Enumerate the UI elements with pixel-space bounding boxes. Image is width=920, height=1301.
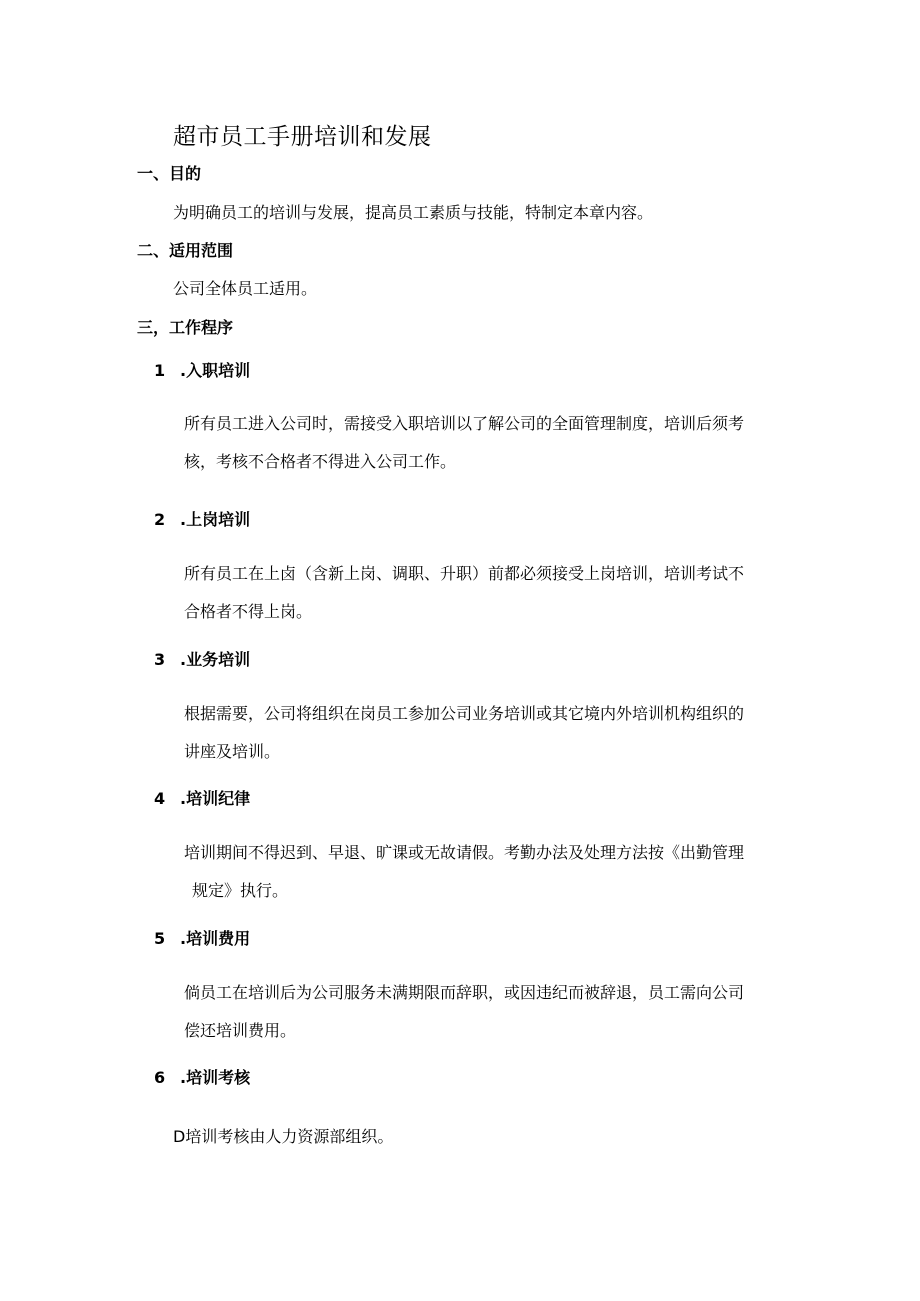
paragraph-line: 规定》执行。 — [192, 881, 289, 900]
item-number: 2 — [154, 510, 166, 529]
item-paragraph — [184, 555, 784, 631]
item-paragraph — [173, 1124, 393, 1147]
item-heading — [154, 358, 250, 381]
section-heading-purpose: 一、目的 — [137, 164, 202, 183]
paragraph-line: 合格者不得上岗。 — [184, 602, 313, 621]
item-paragraph — [184, 405, 784, 481]
item-paragraph — [184, 695, 784, 771]
item-heading — [154, 647, 250, 670]
paragraph-line: 偿还培训费用。 — [184, 1021, 297, 1040]
paragraph-line: D培训考核由人力资源部组织。 — [173, 1127, 394, 1146]
item-number: 5 — [154, 929, 166, 948]
item-title: .入职培训 — [180, 361, 251, 380]
paragraph-line: 核，考核不合格者不得进入公司工作。 — [184, 452, 457, 471]
paragraph-line: 根据需要，公司将组织在岗员工参加公司业务培训或其它境内外培训机构组织的 — [184, 704, 745, 723]
paragraph-line: 所有员工进入公司时，需接受入职培训以了解公司的全面管理制度，培训后须考 — [184, 414, 745, 433]
item-title: .上岗培训 — [180, 510, 251, 529]
item-number: 4 — [154, 789, 166, 808]
paragraph-line: 讲座及培训。 — [184, 742, 281, 761]
paragraph-line: 倘员工在培训后为公司服务未满期限而辞职，或因违纪而被辞退，员工需向公司 — [184, 983, 745, 1002]
item-paragraph — [184, 974, 784, 1050]
item-heading — [154, 507, 250, 530]
section-body-scope: 公司全体员工适用。 — [173, 279, 318, 298]
item-number: 6 — [154, 1068, 166, 1087]
item-heading — [154, 926, 250, 949]
page-title: 超市员工手册培训和发展 — [173, 124, 432, 150]
item-number: 1 — [154, 361, 166, 380]
paragraph-line: 所有员工在上卤（含新上岗、调职、升职）前都必须接受上岗培训，培训考试不 — [184, 564, 745, 583]
section-heading-scope: 二、适用范围 — [137, 241, 234, 260]
section-heading-procedure: 三，工作程序 — [137, 318, 234, 337]
section-body-purpose: 为明确员工的培训与发展，提高员工素质与技能，特制定本章内容。 — [173, 203, 654, 222]
item-title: .培训费用 — [180, 929, 251, 948]
item-title: .培训考核 — [180, 1068, 251, 1087]
item-title: .培训纪律 — [180, 789, 251, 808]
item-heading — [154, 786, 250, 809]
item-number: 3 — [154, 650, 166, 669]
paragraph-line: 培训期间不得迟到、早退、旷课或无故请假。考勤办法及处理方法按《出勤管理 — [184, 843, 745, 862]
item-paragraph — [184, 834, 784, 910]
item-title: .业务培训 — [180, 650, 251, 669]
item-heading — [154, 1065, 250, 1088]
